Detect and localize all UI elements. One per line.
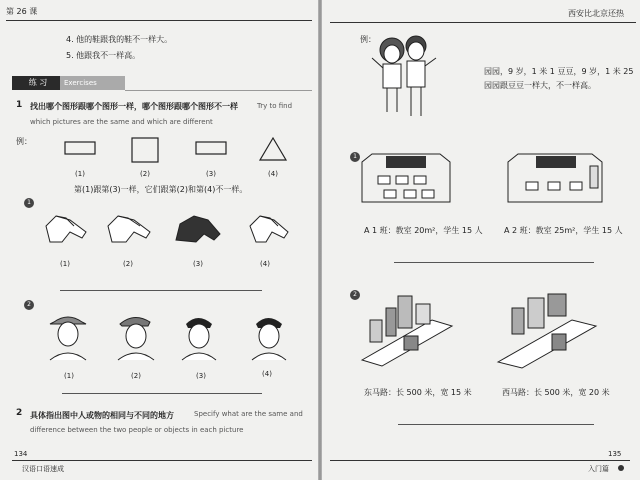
question-title: 具体指出图中人或物的相同与不同的地方 [30, 411, 174, 420]
example-answer: 第(1)跟第(3)一样，它们跟第(2)和第(4)不一样。 [74, 185, 248, 194]
road-caption: 西马路：长 500 米，宽 20 米 [502, 388, 610, 397]
person-caption: (4) [262, 370, 272, 378]
man-with-glasses-icon [182, 318, 216, 360]
horse-head-icon [108, 216, 150, 242]
rectangle-shape [196, 142, 226, 154]
question-title: 找出哪个图形跟哪个图形一样，哪个图形跟哪个图形不一样 [30, 102, 238, 111]
section-label: 练 习 [12, 76, 64, 90]
horse-caption: (3) [193, 260, 203, 268]
classroom-icon [508, 154, 602, 202]
sentence-line: 5. 他跟我不一样高。 [66, 51, 141, 60]
question-title-en: Specify what are the same and [194, 410, 303, 418]
book-header: 西安比北京还热 [568, 9, 624, 18]
right-page [322, 0, 640, 480]
shape-caption: (2) [140, 170, 150, 178]
section-label-en: Exercises [60, 76, 125, 90]
horse-caption: (4) [260, 260, 270, 268]
section-rule [125, 90, 312, 91]
person-caption: (1) [64, 372, 74, 380]
answer-line[interactable] [394, 262, 594, 263]
shape-caption: (4) [268, 170, 278, 178]
footer-rule [330, 460, 630, 461]
road-caption: 东马路：长 500 米，宽 15 米 [364, 388, 472, 397]
question-subtitle-en: difference between the two people or objects in each picture [30, 426, 244, 434]
shape-caption: (1) [75, 170, 85, 178]
street-icon [498, 294, 596, 368]
answer-line[interactable] [62, 393, 262, 394]
group-marker: 2 [24, 300, 34, 310]
street-icon [362, 296, 452, 366]
square-shape [132, 138, 158, 162]
question-subtitle-en: which pictures are the same and which are different [30, 118, 213, 126]
footer-book-title: 汉语口语速成 [22, 465, 64, 473]
horse-head-icon [46, 216, 86, 242]
girl-icon [372, 38, 404, 112]
item-marker: 1 [350, 152, 360, 162]
example-label: 例： [16, 137, 32, 146]
classroom-icon [362, 154, 450, 202]
sentence-line: 4. 他的鞋跟我的鞋不一样大。 [66, 35, 173, 44]
header-rule [6, 20, 312, 21]
group-marker: 1 [24, 198, 34, 208]
page-ornament-icon [618, 465, 624, 471]
page-number: 135 [608, 450, 622, 458]
horses-figure [0, 212, 318, 252]
answer-line[interactable] [398, 424, 594, 425]
example-text: 园园跟豆豆一样大，不一样高。 [484, 81, 596, 90]
footer-rule [12, 460, 312, 461]
shape-caption: (3) [206, 170, 216, 178]
woman-with-beret-icon [118, 317, 154, 360]
boy-icon [406, 36, 436, 116]
question-number: 1 [16, 100, 23, 110]
left-page [0, 0, 318, 480]
man-with-glasses-icon [252, 318, 286, 360]
horse-head-icon [176, 216, 220, 242]
item-marker: 2 [350, 290, 360, 300]
example-label: 例： [360, 35, 376, 44]
streets-figure [322, 290, 640, 370]
header-rule [330, 22, 636, 23]
horse-caption: (2) [123, 260, 133, 268]
page-number: 134 [14, 450, 28, 458]
person-caption: (3) [196, 372, 206, 380]
horse-head-icon [250, 216, 288, 242]
man-with-hat-icon [50, 317, 86, 360]
answer-line[interactable] [60, 290, 262, 291]
person-caption: (2) [131, 372, 141, 380]
class-caption: A 2 班：教室 25m²，学生 15 人 [504, 226, 623, 235]
question-title-en: Try to find [257, 102, 293, 110]
triangle-shape [260, 138, 286, 160]
people-figure [0, 312, 318, 362]
classrooms-figure [322, 152, 640, 212]
class-caption: A 1 班：教室 20m²，学生 15 人 [364, 226, 483, 235]
lesson-header: 第 26 课 [6, 7, 38, 16]
rectangle-shape [65, 142, 95, 154]
footer-book-title: 入门篇 [588, 465, 609, 473]
example-text: 园园，9 岁，1 米 1 豆豆，9 岁，1 米 25 [484, 67, 634, 76]
horse-caption: (1) [60, 260, 70, 268]
two-children-figure [370, 34, 450, 124]
question-number: 2 [16, 408, 23, 418]
